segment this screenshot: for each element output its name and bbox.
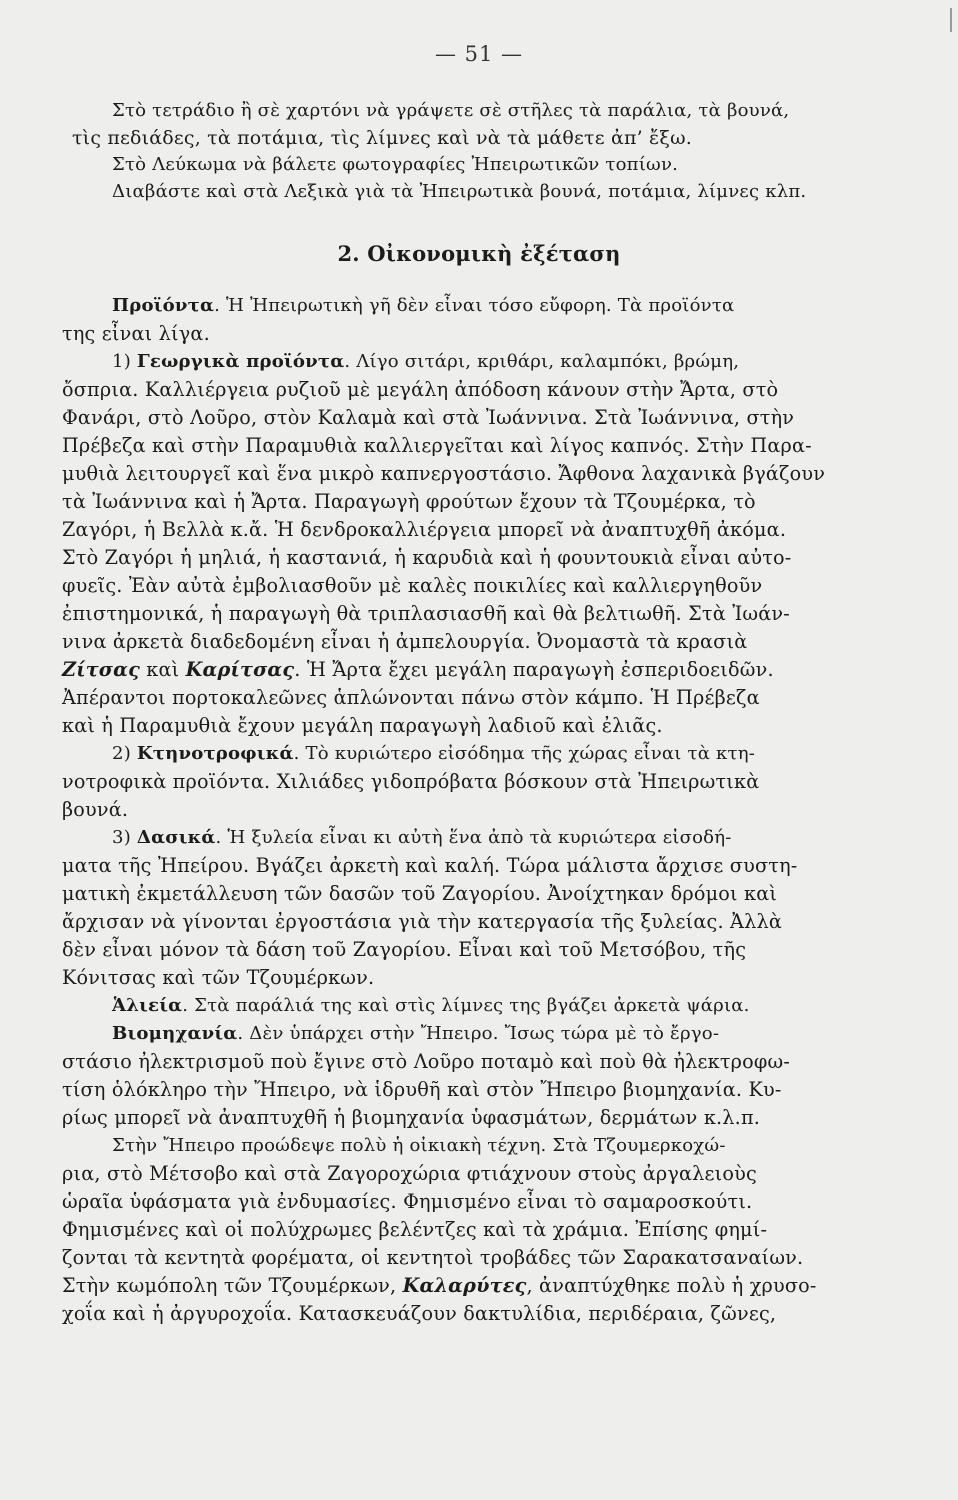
emphasis-text: Ζίτσας xyxy=(62,658,140,681)
page-number: — 51 — xyxy=(434,42,524,66)
text-line xyxy=(62,1020,918,1048)
text-segment: ζονται τὰ κεντητὰ φορέματα, οἱ κεντητοὶ τροβάδες τῶν Σαρακατσαναίων. xyxy=(62,1246,804,1269)
text-segment: . Τὸ κυριώτερο εἰσόδημα τῆς χώρας εἶναι τὰ κτη- xyxy=(293,743,756,764)
text-segment: βουνά. xyxy=(62,798,129,821)
emphasis-text: Ἁλιεία xyxy=(112,995,183,1016)
text-line xyxy=(62,178,918,206)
text-line xyxy=(62,544,868,572)
text-segment: ρίως μπορεῖ νὰ ἀναπτυχθῆ ἡ βιομηχανία ὑφασμάτων, δερμάτων κ.λ.π. xyxy=(62,1106,761,1129)
text-line xyxy=(62,488,868,516)
text-segment: ἐπιστημονικά, ἡ παραγωγὴ θὰ τριπλασιασθῆ καὶ θὰ βελτιωθῆ. Στὰ Ἰωάν- xyxy=(62,602,790,625)
text-line xyxy=(62,516,868,544)
emphasis-text: Καλαρύτες xyxy=(402,1274,527,1297)
text-segment: Ἀπέραντοι πορτοκαλεῶνες ἁπλώνονται πάνω στὸν κάμπο. Ἡ Πρέβεζα xyxy=(62,686,760,709)
text-segment: Στὸ Ζαγόρι ἡ μηλιά, ἡ καστανιά, ἡ καρυδιὰ καὶ ἡ φουντουκιὰ εἶναι αὐτο- xyxy=(62,546,792,569)
text-segment: ρια, στὸ Μέτσοβο καὶ στὰ Ζαγοροχώρια φτιάχνουν στοὺς ἀργαλειοὺς xyxy=(62,1162,757,1185)
text-line xyxy=(62,712,868,740)
text-segment: . Ἡ ξυλεία εἶναι κι αὐτὴ ἕνα ἀπὸ τὰ κυριώτερα εἰσοδή- xyxy=(215,827,732,848)
text-line xyxy=(62,151,918,179)
text-segment: , ἀναπτύχθηκε πολὺ ἡ χρυσο- xyxy=(526,1274,817,1297)
emphasis-text: 2. xyxy=(337,241,368,266)
text-segment: Ζαγόρι, ἡ Βελλὰ κ.ἄ. Ἡ δενδροκαλλιέργεια μπορεῖ νὰ ἀναπτυχθῆ ἀκόμα. xyxy=(62,518,787,541)
text-segment: Διαβάστε καὶ στὰ Λεξικὰ γιὰ τὰ Ἠπειρωτικὰ βουνά, ποτάμια, λίμνες κλπ. xyxy=(112,181,807,202)
text-segment: τὶς πεδιάδες, τὰ ποτάμια, τὶς λίμνες καὶ νὰ τὰ μάθετε ἀπ’ ἔξω. xyxy=(72,127,692,149)
text-line xyxy=(62,1132,918,1160)
text-line xyxy=(62,796,868,824)
text-segment: . Ἡ Ἄρτα ἔχει μεγάλη παραγωγὴ ἐσπεριδοειδῶν. xyxy=(294,658,774,681)
text-line xyxy=(62,1272,868,1300)
emphasis-text: Οἰκονομικὴ ἐξέταση xyxy=(367,241,621,266)
text-segment: Πρέβεζα καὶ στὴν Παραμυθιὰ καλλιεργεῖται καὶ λίγος καπνός. Στὴν Παρα- xyxy=(62,434,812,457)
text-segment: ὄσπρια. Καλλιέργεια ρυζιοῦ μὲ μεγάλη ἀπόδοση κάνουν στὴν Ἄρτα, στὸ xyxy=(62,378,779,401)
text-segment: Στὸ Λεύκωμα νὰ βάλετε φωτογραφίες Ἠπειρωτικῶν τοπίων. xyxy=(112,154,679,175)
text-segment: μυθιὰ λειτουργεῖ καὶ ἕνα μικρὸ καπνεργοστάσιο. Ἄφθονα λαχανικὰ βγάζουν xyxy=(62,462,826,485)
text-segment: καὶ ἡ Παραμυθιὰ ἔχουν μεγάλη παραγωγὴ λαδιοῦ καὶ ἐλιᾶς. xyxy=(62,714,663,737)
text-line xyxy=(62,992,918,1020)
text-segment: Φημισμένες καὶ οἱ πολύχρωμες βελέντζες καὶ τὰ χράμια. Ἐπίσης φημί- xyxy=(62,1218,768,1241)
text-segment: νινα ἀρκετὰ διαδεδομένη εἶναι ἡ ἀμπελουργία. Ὀνομαστὰ τὰ κρασιὰ xyxy=(62,630,748,653)
emphasis-text: Γεωργικὰ προϊόντα xyxy=(136,351,345,372)
text-segment: ὡραῖα ὑφάσματα γιὰ ἐνδυμασίες. Φημισμένο εἶναι τὸ σαμαροσκούτι. xyxy=(62,1190,753,1213)
text-line xyxy=(62,124,878,152)
text-segment: ἄρχισαν νὰ γίνονται ἐργοστάσια γιὰ τὴν κατεργασία τῆς ξυλείας. Ἀλλὰ xyxy=(62,910,782,933)
emphasis-text: Προϊόντα xyxy=(112,295,215,316)
text-line xyxy=(62,292,918,320)
text-segment: . Ἡ Ἠπειρωτικὴ γῆ δὲν εἶναι τόσο εὔφορη. Τὰ προϊόντα xyxy=(214,295,735,316)
text-line xyxy=(62,376,868,404)
text-line xyxy=(62,97,918,125)
text-segment: φυεῖς. Ἐὰν αὐτὰ ἐμβολιασθοῦν μὲ καλὲς ποικιλίες καὶ καλλιεργηθοῦν xyxy=(62,574,763,597)
text-segment: Κόνιτσας καὶ τῶν Τζουμέρκων. xyxy=(62,966,375,989)
text-segment: χοΐα καὶ ἡ ἀργυροχοΐα. Κατασκευάζουν δακτυλίδια, περιδέραια, ζῶνες, xyxy=(62,1302,777,1325)
text-line xyxy=(62,880,868,908)
text-line xyxy=(62,1300,868,1328)
text-line xyxy=(62,936,868,964)
text-segment: τίση ὁλόκληρο τὴν Ἤπειρο, νὰ ἱδρυθῆ καὶ στὸν Ἤπειρο βιομηχανία. Κυ- xyxy=(62,1078,782,1101)
text-segment: Φανάρι, στὸ Λοῦρο, στὸν Καλαμὰ καὶ στὰ Ἰωάννινα. Στὰ Ἰωάννινα, στὴν xyxy=(62,406,795,429)
emphasis-text: Καρίτσας xyxy=(185,658,295,681)
text-line xyxy=(62,1188,868,1216)
emphasis-text: Βιομηχανία xyxy=(112,1023,238,1044)
text-line xyxy=(62,320,868,348)
text-line xyxy=(62,684,868,712)
text-segment: . Δὲν ὑπάρχει στὴν Ἤπειρο. Ἴσως τώρα μὲ τὸ ἔργο- xyxy=(237,1023,720,1044)
text-line xyxy=(62,852,868,880)
text-segment: ματα τῆς Ἠπείρου. Βγάζει ἀρκετὴ καὶ καλή. Τώρα μάλιστα ἄρχισε συστη- xyxy=(62,854,798,877)
text-segment: της εἶναι λίγα. xyxy=(62,322,210,345)
text-line xyxy=(62,1104,868,1132)
text-line xyxy=(62,628,868,656)
text-line xyxy=(62,1216,868,1244)
text-segment: 3) xyxy=(112,827,137,848)
text-segment: Στὴν κωμόπολη τῶν Τζουμέρκων, xyxy=(62,1274,403,1297)
text-segment: νοτροφικὰ προϊόντα. Χιλιάδες γιδοπρόβατα βόσκουν στὰ Ἠπειρωτικὰ xyxy=(62,770,760,793)
text-segment: στάσιο ἠλεκτρισμοῦ ποὺ ἔγινε στὸ Λοῦρο ποταμὸ καὶ ποὺ θὰ ἠλεκτροφω- xyxy=(62,1050,791,1073)
text-segment: ματικὴ ἐκμετάλλευση τῶν δασῶν τοῦ Ζαγορίου. Ἀνοίχτηκαν δρόμοι καὶ xyxy=(62,882,778,905)
text-segment: τὰ Ἰωάννινα καὶ ἡ Ἄρτα. Παραγωγὴ φρούτων ἔχουν τὰ Τζουμέρκα, τὸ xyxy=(62,490,756,513)
text-line xyxy=(62,1048,868,1076)
text-line xyxy=(62,824,918,852)
text-line xyxy=(62,404,868,432)
text-line xyxy=(62,348,918,376)
text-segment: δὲν εἶναι μόνον τὰ δάση τοῦ Ζαγορίου. Εἶναι καὶ τοῦ Μετσόβου, τῆς xyxy=(62,938,747,961)
section-heading xyxy=(0,240,958,268)
text-line xyxy=(62,1076,868,1104)
text-line xyxy=(62,964,868,992)
emphasis-text: Κτηνοτροφικά xyxy=(136,743,294,764)
text-segment: . Λίγο σιτάρι, κριθάρι, καλαμπόκι, βρώμη, xyxy=(344,351,740,372)
text-segment: 2) xyxy=(112,743,137,764)
text-segment: 1) xyxy=(112,351,137,372)
text-segment: καὶ xyxy=(140,658,186,681)
text-line xyxy=(62,768,868,796)
text-line xyxy=(62,656,868,684)
text-segment: Στὸ τετράδιο ἢ σὲ χαρτόνι νὰ γράψετε σὲ στῆλες τὰ παράλια, τὰ βουνά, xyxy=(112,100,790,121)
text-line xyxy=(62,432,868,460)
text-segment: . Στὰ παράλιά της καὶ στὶς λίμνες της βγάζει ἀρκετὰ ψάρια. xyxy=(182,995,750,1016)
page-edge-mark xyxy=(950,8,952,32)
text-line xyxy=(62,740,918,768)
text-segment: Στὴν Ἤπειρο προώδεψε πολὺ ἡ οἰκιακὴ τέχνη. Στὰ Τζουμερκοχώ- xyxy=(112,1135,726,1156)
text-line xyxy=(62,1244,868,1272)
text-line xyxy=(62,908,868,936)
text-line xyxy=(62,600,868,628)
text-line xyxy=(62,572,868,600)
emphasis-text: Δασικά xyxy=(136,827,216,848)
text-line xyxy=(62,1160,868,1188)
text-line xyxy=(62,460,868,488)
